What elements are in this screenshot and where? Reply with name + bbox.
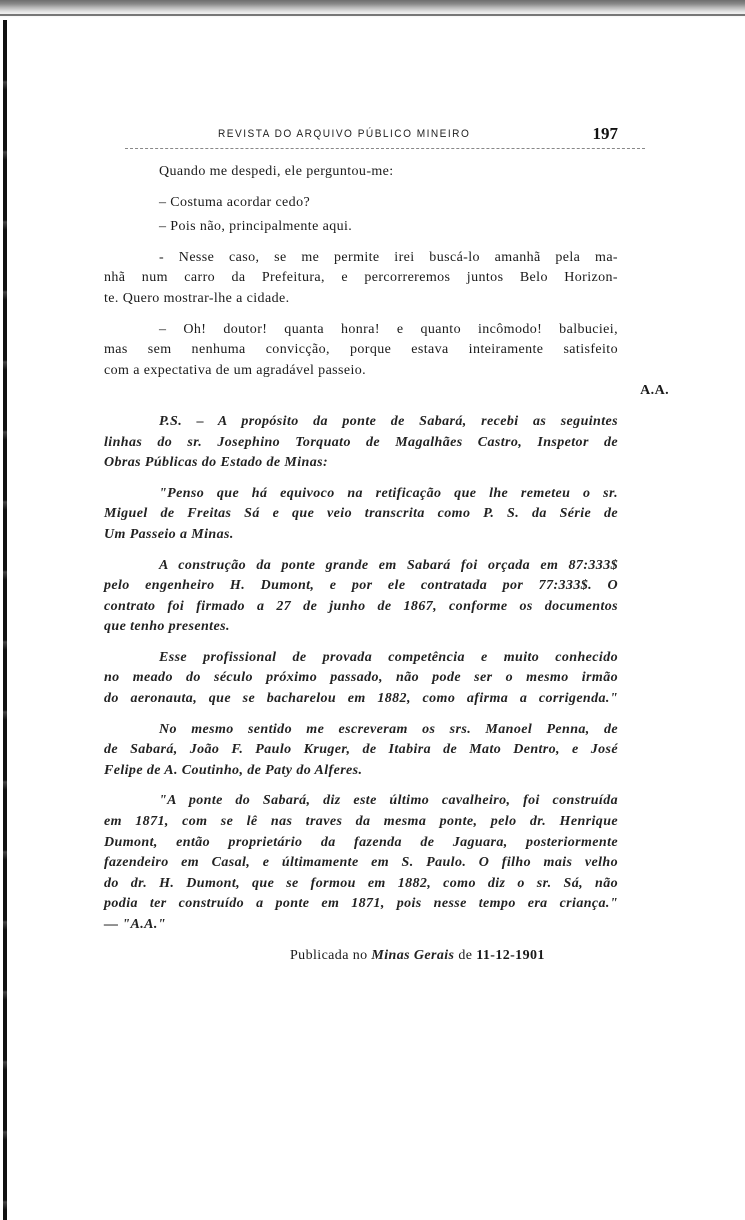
text-line: pelo engenheiro H. Dumont, e por ele contratada por 77:333$. O	[104, 578, 618, 594]
paragraph	[104, 720, 618, 782]
text-line: No mesmo sentido me escreveram os srs. Manoel Penna, de	[159, 721, 618, 737]
quoted-paragraph	[104, 484, 618, 546]
text-line: Felipe de A. Coutinho, de Paty do Alferes.	[104, 762, 363, 778]
publication-note	[159, 946, 618, 967]
dialogue-paragraph	[104, 248, 618, 310]
paragraph: Quando me despedi, ele perguntou-me:	[159, 164, 394, 179]
quoted-paragraph	[104, 648, 618, 710]
text-line: do dr. H. Dumont, que se formou em 1882, como diz o sr. Sá, não	[104, 875, 618, 891]
scan-edge-line	[0, 14, 745, 16]
text-line: nhã num carro da Prefeitura, e percorreremos juntos Belo Horizon-	[104, 270, 618, 286]
signature: — "A.A."	[104, 917, 166, 932]
text-line: Dumont, então proprietário da fazenda de Jaguara, posteriormente	[104, 834, 618, 850]
dialogue-line: – Pois não, principalmente aqui.	[159, 219, 353, 235]
newspaper-name: Minas Gerais	[371, 947, 455, 963]
text-line: "A ponte do Sabará, diz este último cavalheiro, foi construída	[159, 793, 618, 809]
publication-prefix: Publicada no	[290, 947, 368, 963]
text-line: "Penso que há equivoco na retificação que lhe remeteu o sr.	[159, 485, 618, 501]
page-number: 197	[592, 124, 618, 143]
running-title: REVISTA DO ARQUIVO PÚBLICO MINEIRO	[218, 128, 471, 140]
text-line: – Oh! doutor! quanta honra! e quanto incômodo! balbuciei,	[159, 321, 618, 337]
text-line: P.S. – A propósito da ponte de Sabará, recebi as seguintes	[159, 413, 618, 429]
text-line: - Nesse caso, se me permite irei buscá-lo amanhã pela ma-	[159, 249, 618, 265]
text-line: Miguel de Freitas Sá e que veio transcrita como P. S. da Série de	[104, 506, 618, 522]
text-line: te. Quero mostrar-lhe a cidade.	[104, 290, 290, 306]
text-line: Esse profissional de provada competência e muito conhecido	[159, 649, 618, 665]
text-line: linhas do sr. Josephino Torquato de Magalhães Castro, Inspetor de	[104, 434, 618, 450]
text-line: fazendeiro em Casal, e últimamente em S. Paulo. O filho mais velho	[104, 855, 618, 871]
text-line: em 1871, com se lê nas traves da mesma ponte, pelo dr. Henrique	[104, 814, 618, 830]
text-line: podia ter construído a ponte em 1871, pois nesse tempo era criança."	[104, 896, 618, 912]
scan-shadow-left	[3, 20, 7, 1220]
text-line: mas sem nenhuma convicção, porque estava inteiramente satisfeito	[104, 342, 618, 358]
text-line: contrato foi firmado a 27 de junho de 1867, conforme os documentos	[104, 598, 618, 614]
page-header	[218, 126, 618, 148]
signature: A.A.	[640, 383, 669, 399]
text-line: do aeronauta, que se bacharelou em 1882, como afirma a corrigenda."	[104, 691, 618, 707]
text-line: que tenho presentes.	[104, 619, 230, 635]
header-rule	[125, 148, 645, 149]
text-line: no meado do século próximo passado, não pode ser o mesmo irmão	[104, 670, 618, 686]
quoted-paragraph	[104, 556, 618, 638]
text-line: Um Passeio a Minas.	[104, 526, 234, 542]
dialogue-paragraph	[104, 320, 618, 382]
text-line: A construção da ponte grande em Sabará foi orçada em 87:333$	[159, 557, 618, 573]
quoted-paragraph	[104, 791, 618, 935]
text-line: Obras Públicas do Estado de Minas:	[104, 455, 329, 471]
postscript	[104, 412, 618, 474]
page-body	[104, 162, 669, 966]
text-line: de Sabará, João F. Paulo Kruger, de Itabira de Mato Dentro, e José	[104, 742, 618, 758]
publication-de: de	[458, 947, 473, 963]
text-line: com a expectativa de um agradável passeio.	[104, 362, 367, 378]
dialogue-line: – Costuma acordar cedo?	[159, 194, 311, 210]
publication-date: 11-12-1901	[476, 947, 545, 963]
